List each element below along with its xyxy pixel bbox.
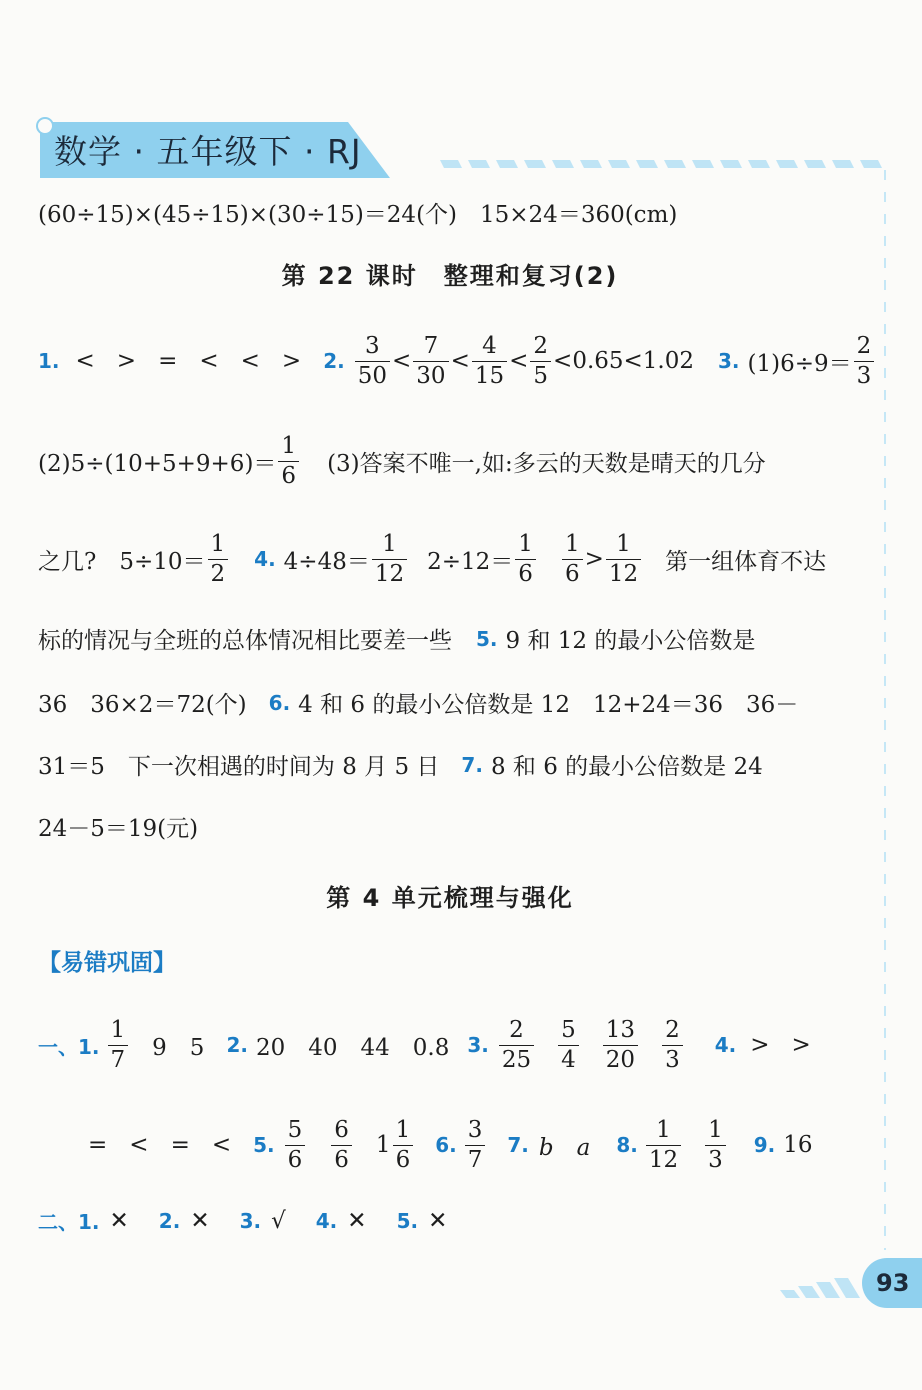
q1-symbol: > — [116, 348, 137, 374]
section-heading-lesson22: 第 22 课时 整理和复习(2) — [281, 262, 619, 290]
header-dash — [608, 160, 630, 168]
answer-line-2 — [38, 428, 766, 494]
q2-fraction: $\frac{2}{5}$ — [530, 334, 551, 387]
q4-compare-symbol: > — [584, 546, 604, 572]
header-dash — [524, 160, 546, 168]
p9-label: 9. — [753, 1133, 776, 1157]
answer-line-3 — [38, 526, 826, 592]
p2-label: 2. — [226, 1033, 248, 1057]
q2-fraction: $\frac{4}{15}$ — [472, 334, 507, 387]
p8-fraction: $\frac{1}{3}$ — [705, 1118, 726, 1171]
q1-symbol: = — [158, 348, 178, 374]
q2-tail: <0.65<1.02 — [553, 348, 695, 374]
p6-label: 6. — [435, 1133, 457, 1157]
header-title: 数学 · 五年级下 · RJ — [54, 132, 362, 171]
p7-text: b a — [538, 1134, 591, 1161]
answer-line-4 — [38, 622, 755, 655]
q3-part3-text: (3)答案不唯一,如:多云的天数是晴天的几分 — [327, 450, 766, 477]
page-number-badge: 93 — [862, 1258, 922, 1308]
subheading-error-prone: 【易错巩固】 — [38, 950, 176, 976]
header-dash — [440, 160, 462, 168]
header-dash — [496, 160, 518, 168]
q4-label: 4. — [254, 547, 276, 571]
p5-mixed-whole: 1 — [375, 1132, 391, 1158]
line3-fraction: $\frac{1}{2}$ — [208, 532, 229, 585]
p4-label: 4. — [714, 1033, 737, 1057]
header-dash — [468, 160, 490, 168]
q3-part2-fraction: $\frac{1}{6}$ — [278, 434, 299, 487]
p9-text: 16 — [783, 1132, 813, 1158]
q5-label: 5. — [476, 626, 498, 651]
header-dash — [776, 160, 798, 168]
part2-mark: ✕ — [190, 1207, 210, 1234]
q4-expression-b: 2÷12＝ — [427, 548, 514, 575]
part2-item-label: 4. — [315, 1208, 338, 1233]
answer-line-7 — [38, 810, 198, 843]
p5-fraction: $\frac{6}{6}$ — [331, 1118, 352, 1171]
section-heading-unit4: 第 4 单元梳理与强化 — [326, 884, 574, 912]
p3-fraction: $\frac{5}{4}$ — [558, 1018, 579, 1071]
line5-text: 36 36×2＝72(个) — [38, 692, 247, 718]
header-dash — [860, 160, 882, 168]
p5-label: 5. — [253, 1133, 275, 1157]
q1-label: 1. — [38, 349, 60, 373]
header-dash — [720, 160, 742, 168]
line4-text: 标的情况与全班的总体情况相比要差一些 — [38, 628, 452, 654]
part2-mark: √ — [271, 1207, 286, 1234]
answer-line-1: 1. < > = < < > 2. $\frac{3}{50}$ < $\frac{7}{30}$ < $\frac{4}{15}$ < $\frac{2}{5}$ <0.65<1.02 3. (1)6÷9＝ $\frac{2}{3}$ — [38, 328, 876, 394]
p2-text: 20 40 44 0.8 — [255, 1034, 450, 1061]
p4-symbol: > — [750, 1032, 770, 1058]
header-dash — [664, 160, 686, 168]
carryover-line — [38, 196, 677, 229]
part1-line-a — [38, 1012, 833, 1078]
p5-fraction: $\frac{5}{6}$ — [285, 1118, 306, 1171]
p3-fraction: $\frac{2}{3}$ — [662, 1018, 683, 1071]
part2-item-label: 2. — [158, 1208, 181, 1233]
q4-expression-a: 4÷48＝ — [283, 548, 370, 575]
p1-rest: 9 5 — [152, 1034, 205, 1061]
part2-mark: ✕ — [347, 1207, 367, 1234]
q4-fraction-b: $\frac{1}{6}$ — [515, 532, 536, 585]
p4-symbol: < — [211, 1132, 232, 1158]
header-dash — [636, 160, 658, 168]
p3-fraction: $\frac{2}{25}$ — [499, 1018, 534, 1071]
part2-label: 二、1. — [38, 1210, 100, 1234]
banner-circle-icon — [36, 117, 54, 135]
q7-text: 8 和 6 的最小公倍数是 24 — [490, 754, 763, 780]
q4-fraction-a: $\frac{1}{12}$ — [372, 532, 407, 585]
right-margin-rule — [884, 170, 886, 1250]
p7-label: 7. — [507, 1133, 529, 1157]
q3-label: 3. — [718, 349, 740, 373]
header-dash — [580, 160, 602, 168]
part2-line — [38, 1206, 447, 1235]
q2-label: 2. — [323, 349, 345, 373]
part2-item-label: 5. — [396, 1208, 419, 1233]
q4-compare-fraction: $\frac{1}{12}$ — [606, 532, 641, 585]
q6-text: 4 和 6 的最小公倍数是 12 12+24＝36 36－ — [298, 692, 799, 718]
part2-mark: ✕ — [109, 1207, 129, 1234]
header-dash — [552, 160, 574, 168]
p4-symbol: = — [88, 1132, 108, 1158]
p4-symbol: = — [170, 1132, 190, 1158]
p6-fraction: $\frac{3}{7}$ — [465, 1118, 486, 1171]
header-dash-decoration — [440, 158, 880, 170]
header-dash — [692, 160, 714, 168]
line7-text: 24－5＝19(元) — [38, 816, 199, 842]
line6-text: 31＝5 下一次相遇的时间为 8 月 5 日 — [38, 754, 440, 780]
header-dash — [832, 160, 854, 168]
line3-text: 之几? 5÷10＝ — [38, 548, 206, 575]
part2-item-label: 3. — [239, 1208, 262, 1233]
answer-line-5 — [38, 686, 798, 719]
header-dash — [804, 160, 826, 168]
part1-line-b — [88, 1112, 813, 1178]
page-number-stripes — [780, 1270, 860, 1300]
p4-symbol: > — [791, 1032, 811, 1058]
q2-fraction: $\frac{3}{50}$ — [355, 334, 390, 387]
carryover-text: (60÷15)×(45÷15)×(30÷15)＝24(个) 15×24＝360(cm) — [38, 202, 678, 228]
answer-line-6 — [38, 748, 763, 781]
part1-label: 一、1. — [38, 1034, 100, 1059]
q1-symbol: < — [75, 348, 95, 374]
p1-fraction: $\frac{1}{7}$ — [108, 1018, 129, 1071]
q2-fraction: $\frac{7}{30}$ — [413, 334, 448, 387]
q4-compare-fraction: $\frac{1}{6}$ — [562, 532, 583, 585]
header-dash — [748, 160, 770, 168]
q4-text: 第一组体育不达 — [665, 548, 827, 575]
q3-part1-text: (1)6÷9＝ — [747, 350, 852, 377]
q1-symbol: < — [199, 348, 219, 374]
q6-label: 6. — [268, 690, 291, 715]
p4-symbol: < — [129, 1132, 149, 1158]
p3-label: 3. — [467, 1033, 489, 1057]
p3-fraction: $\frac{13}{20}$ — [603, 1018, 638, 1071]
q7-label: 7. — [461, 752, 483, 777]
part2-mark: ✕ — [428, 1207, 448, 1234]
q1-symbol: > — [281, 348, 302, 374]
p5-mixed-fraction: $\frac{1}{6}$ — [393, 1118, 414, 1171]
p8-label: 8. — [616, 1133, 638, 1157]
q3-part1-fraction: $\frac{2}{3}$ — [854, 334, 875, 387]
q3-part2-text: (2)5÷(10+5+9+6)＝ — [38, 450, 277, 477]
p8-fraction: $\frac{1}{12}$ — [646, 1118, 681, 1171]
q5-text: 9 和 12 的最小公倍数是 — [505, 628, 756, 654]
q1-symbol: < — [240, 348, 260, 374]
